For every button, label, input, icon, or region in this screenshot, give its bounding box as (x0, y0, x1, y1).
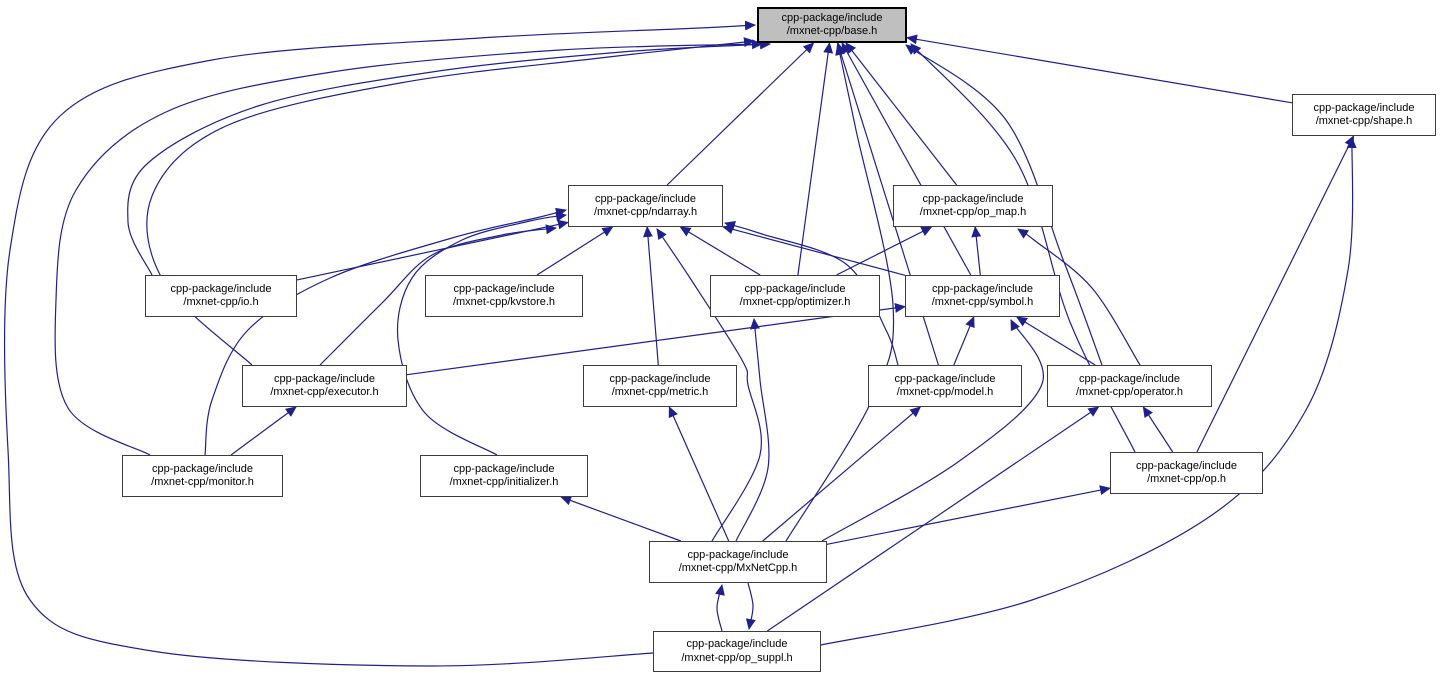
node-label-line1: cpp-package/include (687, 548, 789, 561)
edge-io-to-base (128, 44, 770, 275)
node-label-line2: /mxnet-cpp/executor.h (270, 386, 379, 398)
node-ndarray[interactable] (568, 185, 723, 227)
node-label-line1: cpp-package/include (609, 372, 711, 385)
edge-monitor-to-ndarray (205, 210, 566, 455)
node-label-line2: /mxnet-cpp/monitor.h (151, 476, 254, 488)
edge-operator-to-symbol (1017, 317, 1095, 365)
node-label-line1: cpp-package/include (1136, 459, 1237, 472)
edge-symbol-to-op_map (975, 227, 980, 275)
edge-op_suppl-to-base (4, 25, 755, 666)
node-label-line2: /mxnet-cpp/operator.h (1075, 386, 1183, 398)
node-label-line2: /mxnet-cpp/kvstore.h (452, 296, 556, 308)
node-label-line2: /mxnet-cpp/shape.h (1315, 115, 1413, 127)
node-shape[interactable] (1292, 94, 1436, 136)
node-label-line2: /mxnet-cpp/op_suppl.h (681, 651, 793, 664)
node-label-line1: cpp-package/include (1079, 372, 1180, 385)
node-label-line2: /mxnet-cpp/op.h (1147, 473, 1226, 485)
node-label-line2: /mxnet-cpp/ndarray.h (593, 206, 698, 218)
node-base[interactable] (757, 7, 907, 43)
node-mxnetcpp[interactable] (649, 541, 827, 583)
edge-op-to-shape (1197, 136, 1354, 452)
node-label-line1: cpp-package/include (453, 462, 555, 475)
node-metric[interactable] (583, 365, 737, 407)
node-label-line1: cpp-package/include (453, 282, 555, 295)
edge-mxnetcpp-to-op (827, 488, 1110, 544)
node-label-line1: cpp-package/include (922, 192, 1024, 205)
node-label-line1: cpp-package/include (1313, 101, 1415, 114)
node-label-line2: /mxnet-cpp/io.h (183, 296, 259, 308)
node-op[interactable] (1110, 452, 1263, 494)
node-operator[interactable] (1047, 365, 1212, 407)
node-model[interactable] (868, 365, 1022, 407)
edge-op_suppl-to-operator (767, 407, 1098, 631)
node-label-line2: /mxnet-cpp/symbol.h (931, 296, 1034, 308)
node-label-line1: cpp-package/include (781, 11, 883, 24)
node-label-line2: /mxnet-cpp/initializer.h (449, 476, 559, 488)
node-label-line2: /mxnet-cpp/model.h (896, 386, 994, 398)
node-label-line1: cpp-package/include (932, 282, 1033, 295)
node-label-line1: cpp-package/include (894, 372, 996, 385)
edge-kvstore-to-ndarray (537, 227, 613, 275)
node-optimizer[interactable] (710, 275, 880, 317)
edge-mxnetcpp-to-model (763, 407, 921, 541)
node-label-line1: cpp-package/include (152, 462, 253, 475)
edge-op-to-operator (1143, 407, 1172, 452)
node-op-map[interactable] (893, 185, 1053, 227)
node-label-line2: /mxnet-cpp/op_map.h (919, 206, 1027, 218)
node-symbol[interactable] (905, 275, 1060, 317)
node-label-line2: /mxnet-cpp/MxNetCpp.h (678, 562, 798, 574)
node-op-suppl[interactable] (653, 631, 821, 672)
node-label-line1: cpp-package/include (744, 282, 846, 295)
edge-mxnetcpp-to-optimizer (736, 319, 769, 541)
node-executor[interactable] (242, 365, 407, 407)
edge-ndarray-to-base (667, 43, 813, 185)
edge-symbol-to-ndarray (723, 227, 905, 276)
edge-mxnetcpp-to-op_suppl (748, 583, 753, 629)
edge-mxnetcpp-to-metric (669, 407, 728, 541)
node-label-line2: /mxnet-cpp/optimizer.h (739, 296, 851, 308)
edge-initializer-to-ndarray (398, 215, 566, 455)
node-label-line2: /mxnet-cpp/base.h (786, 25, 878, 37)
edge-monitor-to-executor (231, 407, 296, 455)
edge-metric-to-ndarray (647, 227, 658, 365)
node-label-line1: cpp-package/include (686, 638, 788, 650)
node-label-line1: cpp-package/include (170, 282, 272, 295)
edge-optimizer-to-op_map (837, 227, 932, 275)
node-initializer[interactable] (420, 455, 588, 497)
node-label-line1: cpp-package/include (274, 372, 375, 385)
edge-mxnetcpp-to-initializer (561, 497, 681, 541)
edge-op_map-to-base (846, 43, 957, 185)
node-monitor[interactable] (122, 455, 283, 497)
edge-optimizer-to-ndarray (680, 227, 760, 275)
edge-op_suppl-to-mxnetcpp (717, 585, 722, 631)
edge-model-to-symbol (954, 317, 974, 365)
node-label-line1: cpp-package/include (595, 192, 696, 205)
edge-optimizer-to-base (798, 43, 830, 275)
node-io[interactable] (145, 275, 297, 317)
node-label-line2: /mxnet-cpp/metric.h (611, 386, 709, 398)
node-kvstore[interactable] (425, 275, 583, 317)
edge-shape-to-base (907, 38, 1292, 103)
